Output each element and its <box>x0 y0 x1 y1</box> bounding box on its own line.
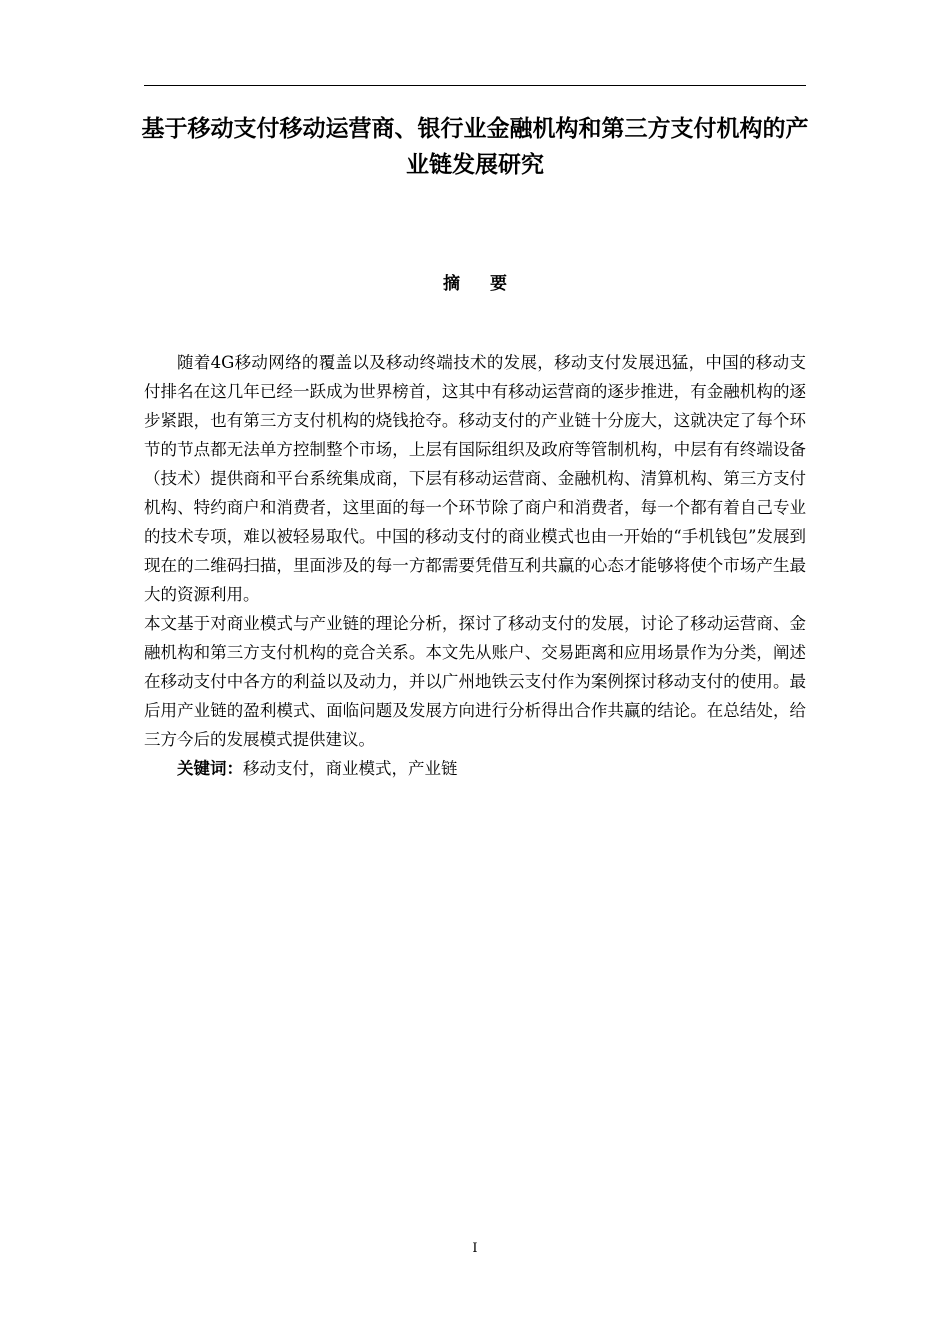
abstract-body <box>144 348 806 783</box>
abstract-paragraph-1: 随着4G移动网络的覆盖以及移动终端技术的发展，移动支付发展迅猛，中国的移动支付排名在这几年已经一跃成为世界榜首，这其中有移动运营商的逐步推进，有金融机构的逐步紧跟，也有第三方支付机构的烧钱抢夺。移动支付的产业链十分庞大，这就决定了每个环节的节点都无法单方控制整个市场，上层有国际组织及政府等管制机构，中层有有终端设备（技术）提供商和平台系统集成商，下层有移动运营商、金融机构、清算机构、第三方支付机构、特约商户和消费者，这里面的每一个环节除了商户和消费者，每一个都有着自己专业的技术专项，难以被轻易取代。中国的移动支付的商业模式也由一开始的“手机钱包”发展到现在的二维码扫描，里面涉及的每一方都需要凭借互利共赢的心态才能够将使个市场产生最大的资源利用。 <box>144 353 806 604</box>
keywords-value: 移动支付，商业模式，产业链 <box>243 759 458 778</box>
page-number: I <box>472 1241 478 1256</box>
document-title: 基于移动支付移动运营商、银行业金融机构和第三方支付机构的产业链发展研究 <box>141 116 809 178</box>
abstract-paragraph-2: 本文基于对商业模式与产业链的理论分析，探讨了移动支付的发展，讨论了移动运营商、金融机构和第三方支付机构的竞合关系。本文先从账户、交易距离和应用场景作为分类，阐述在移动支付中各方的利益以及动力，并以广州地铁云支付作为案例探讨移动支付的使用。最后用产业链的盈利模式、面临问题及发展方向进行分析得出合作共赢的结论。在总结处，给三方今后的发展模式提供建议。 <box>144 614 806 749</box>
keywords-label: 关键词： <box>177 759 243 778</box>
keywords-line <box>144 754 806 783</box>
abstract-heading: 摘要 <box>443 274 537 294</box>
header-rule <box>144 85 806 86</box>
